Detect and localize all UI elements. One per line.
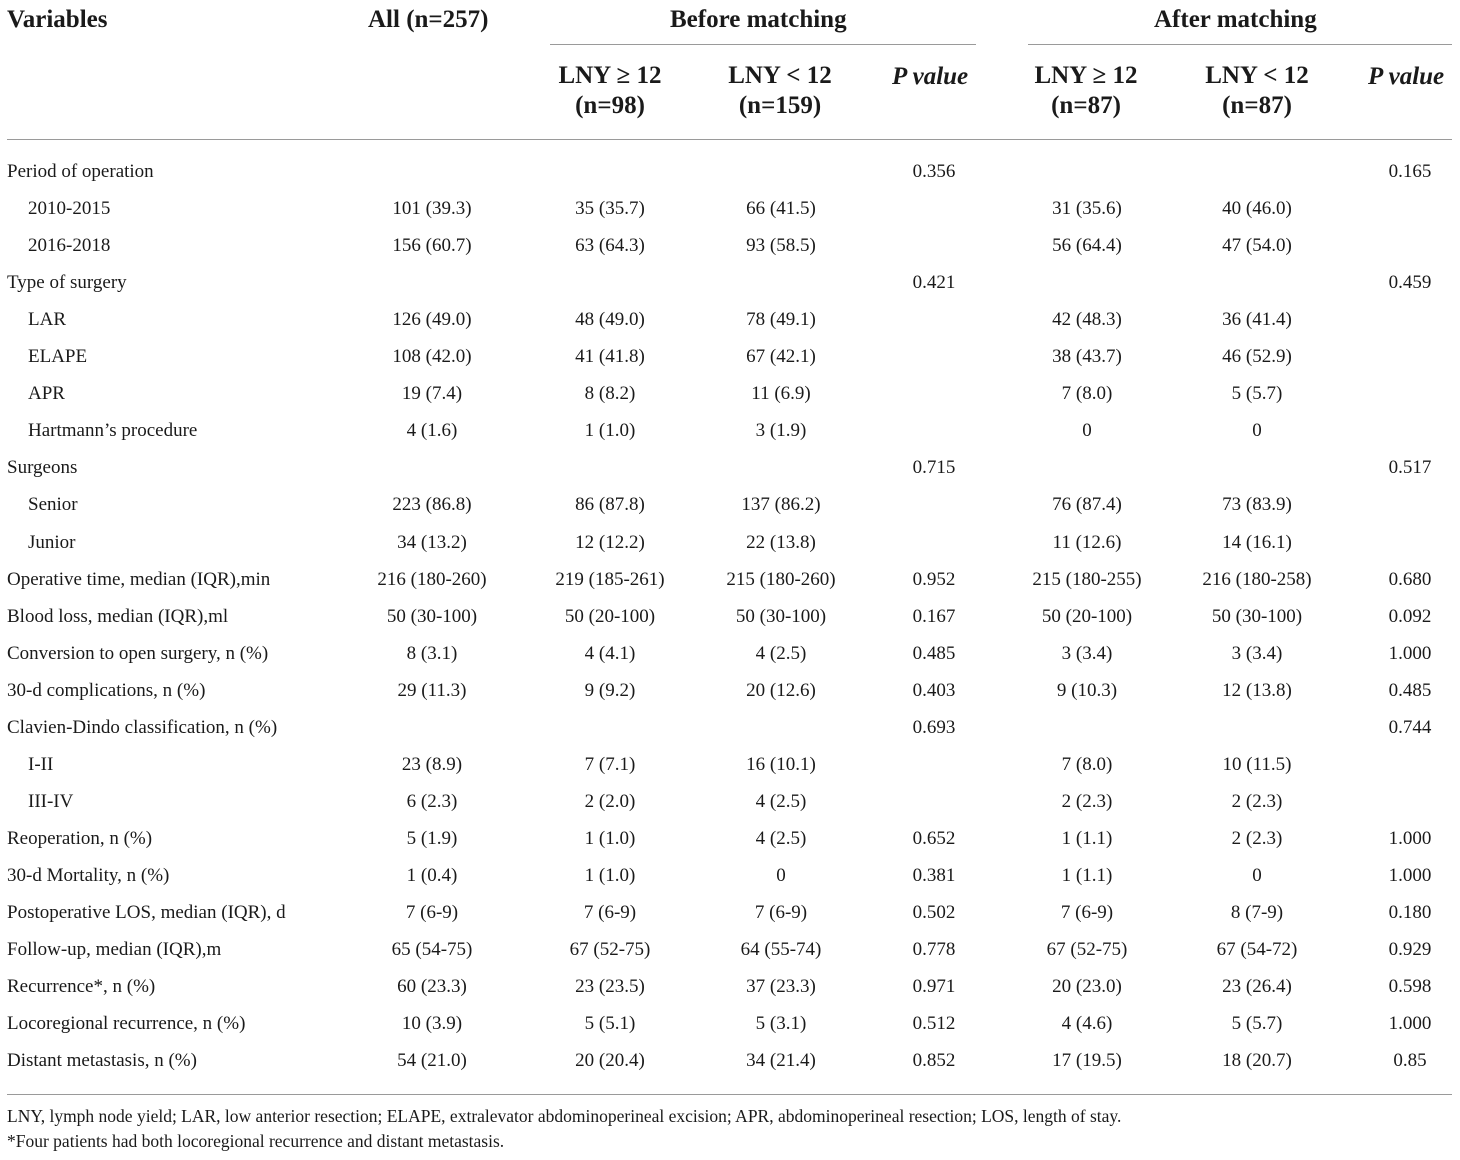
cell-before-pvalue: 0.715 bbox=[912, 457, 956, 479]
cell-before-lny-lt12: 5 (3.1) bbox=[755, 1013, 807, 1035]
header-before-lny-lt12-n: (n=159) bbox=[738, 92, 822, 119]
cell-before-lny-ge12: 63 (64.3) bbox=[575, 235, 645, 257]
row-label: 2010-2015 bbox=[28, 198, 111, 220]
cell-before-lny-lt12: 20 (12.6) bbox=[746, 679, 816, 701]
cell-before-lny-ge12: 5 (5.1) bbox=[584, 1013, 636, 1035]
cell-before-pvalue: 0.502 bbox=[912, 902, 956, 923]
cell-all: 8 (3.1) bbox=[406, 642, 458, 664]
row-label: Distant metastasis, n (%) bbox=[7, 1050, 197, 1072]
cell-all: 4 (1.6) bbox=[406, 420, 458, 442]
cell-before-lny-lt12: 215 (180-260) bbox=[726, 568, 836, 590]
row-label: ELAPE bbox=[28, 346, 88, 368]
cell-after-pvalue: 0.929 bbox=[1388, 939, 1432, 961]
cell-after-lny-lt12: 50 (30-100) bbox=[1211, 605, 1303, 627]
cell-all: 29 (11.3) bbox=[397, 679, 467, 701]
header-all: All (n=257) bbox=[368, 6, 489, 33]
cell-after-pvalue: 0.092 bbox=[1388, 605, 1432, 627]
cell-after-lny-lt12: 14 (16.1) bbox=[1222, 531, 1292, 553]
cell-before-lny-ge12: 2 (2.0) bbox=[584, 790, 636, 812]
header-after-lny-ge12-n: (n=87) bbox=[1051, 92, 1121, 119]
cell-after-lny-ge12: 56 (64.4) bbox=[1052, 235, 1122, 257]
row-label: Conversion to open surgery, n (%) bbox=[7, 642, 269, 664]
cell-before-pvalue: 0.952 bbox=[912, 568, 956, 590]
row-label: Junior bbox=[28, 531, 76, 553]
cell-after-pvalue: 0.85 bbox=[1393, 1050, 1427, 1072]
cell-all: 65 (54-75) bbox=[391, 939, 473, 961]
cell-all: 156 (60.7) bbox=[392, 235, 472, 257]
row-label: Reoperation, n (%) bbox=[7, 827, 153, 849]
header-after-lny-lt12 bbox=[1187, 61, 1327, 121]
row-label: LAR bbox=[28, 309, 66, 331]
row-label: 30-d complications, n (%) bbox=[7, 679, 206, 701]
cell-before-lny-ge12: 20 (20.4) bbox=[575, 1050, 645, 1072]
cell-after-pvalue: 0.598 bbox=[1388, 976, 1432, 998]
row-label: Recurrence*, n (%) bbox=[7, 976, 156, 998]
cell-after-lny-lt12: 0 bbox=[1252, 864, 1262, 886]
cell-after-pvalue: 1.000 bbox=[1388, 864, 1432, 886]
cell-after-lny-ge12: 3 (3.4) bbox=[1061, 642, 1113, 664]
cell-after-lny-ge12: 67 (52-75) bbox=[1046, 939, 1128, 961]
cell-all: 101 (39.3) bbox=[392, 198, 472, 220]
footnote-recurrence: *Four patients had both locoregional recurrence and distant metastasis. bbox=[7, 1131, 505, 1151]
cell-after-lny-lt12: 12 (13.8) bbox=[1222, 679, 1292, 701]
cell-before-lny-lt12: 50 (30-100) bbox=[735, 605, 827, 627]
cell-before-lny-ge12: 7 (7.1) bbox=[584, 753, 636, 775]
cell-before-pvalue: 0.485 bbox=[912, 642, 956, 664]
row-label: Surgeons bbox=[7, 457, 78, 479]
cell-after-pvalue: 0.165 bbox=[1388, 161, 1432, 182]
cell-all: 1 (0.4) bbox=[406, 864, 458, 886]
cell-after-lny-lt12: 36 (41.4) bbox=[1222, 309, 1292, 331]
header-after-lny-lt12-label: LNY < 12 bbox=[1205, 62, 1309, 89]
row-label: Senior bbox=[28, 494, 78, 516]
cell-before-pvalue: 0.421 bbox=[912, 272, 956, 294]
cell-before-lny-lt12: 93 (58.5) bbox=[746, 235, 816, 257]
cell-before-lny-lt12: 7 (6-9) bbox=[754, 902, 808, 923]
cell-before-lny-lt12: 22 (13.8) bbox=[746, 531, 816, 553]
cell-before-lny-ge12: 9 (9.2) bbox=[584, 679, 636, 701]
group-divider-before bbox=[550, 44, 976, 45]
header-bottom-rule bbox=[7, 139, 1452, 140]
group-divider-after bbox=[1028, 44, 1452, 45]
cell-all: 10 (3.9) bbox=[401, 1013, 463, 1035]
row-label: Follow-up, median (IQR),m bbox=[7, 939, 222, 961]
cell-all: 34 (13.2) bbox=[397, 531, 467, 553]
cell-after-lny-lt12: 40 (46.0) bbox=[1222, 198, 1292, 220]
row-label: III-IV bbox=[28, 790, 74, 812]
cell-before-pvalue: 0.403 bbox=[912, 679, 956, 701]
cell-before-lny-lt12: 78 (49.1) bbox=[746, 309, 816, 331]
footnote-abbreviations: LNY, lymph node yield; LAR, low anterior resection; ELAPE, extralevator abdominoperineal excision; APR, abdominoperineal resection; LOS, length of stay. bbox=[7, 1106, 1122, 1126]
header-before-pvalue: P value bbox=[892, 63, 969, 90]
cell-before-pvalue: 0.652 bbox=[912, 827, 956, 849]
cell-after-lny-lt12: 73 (83.9) bbox=[1222, 494, 1292, 516]
cell-after-pvalue: 0.485 bbox=[1388, 679, 1432, 701]
row-label: Period of operation bbox=[7, 161, 154, 182]
cell-before-lny-ge12: 12 (12.2) bbox=[575, 531, 645, 553]
row-label: Clavien-Dindo classification, n (%) bbox=[7, 716, 278, 738]
cell-before-lny-lt12: 67 (42.1) bbox=[746, 346, 816, 368]
cell-after-lny-ge12: 38 (43.7) bbox=[1052, 346, 1122, 368]
header-variables: Variables bbox=[7, 6, 108, 33]
cell-after-lny-ge12: 1 (1.1) bbox=[1061, 827, 1113, 849]
header-after-lny-ge12 bbox=[1016, 61, 1156, 121]
cell-after-lny-ge12: 1 (1.1) bbox=[1061, 864, 1113, 886]
table-bottom-rule bbox=[7, 1094, 1452, 1095]
cell-before-lny-ge12: 4 (4.1) bbox=[584, 642, 636, 664]
cell-before-lny-lt12: 4 (2.5) bbox=[755, 827, 807, 849]
header-before-lny-ge12-n: (n=98) bbox=[575, 92, 645, 119]
header-before-lny-ge12 bbox=[540, 61, 680, 121]
cell-all: 19 (7.4) bbox=[401, 383, 463, 405]
cell-before-lny-lt12: 66 (41.5) bbox=[746, 198, 816, 220]
row-label: I-II bbox=[28, 753, 54, 775]
cell-before-lny-ge12: 1 (1.0) bbox=[584, 827, 636, 849]
cell-after-lny-ge12: 7 (6-9) bbox=[1060, 902, 1114, 923]
cell-after-lny-lt12: 67 (54-72) bbox=[1216, 939, 1298, 961]
cell-before-pvalue: 0.693 bbox=[912, 716, 956, 738]
cell-after-lny-ge12: 42 (48.3) bbox=[1052, 309, 1122, 331]
cell-before-lny-lt12: 4 (2.5) bbox=[755, 790, 807, 812]
row-label: Blood loss, median (IQR),ml bbox=[7, 605, 229, 627]
cell-before-lny-ge12: 23 (23.5) bbox=[575, 976, 645, 998]
header-after-matching: After matching bbox=[1154, 6, 1317, 33]
cell-after-pvalue: 0.459 bbox=[1388, 272, 1432, 294]
row-label: Locoregional recurrence, n (%) bbox=[7, 1013, 246, 1035]
cell-before-lny-lt12: 3 (1.9) bbox=[755, 420, 807, 442]
cell-before-pvalue: 0.512 bbox=[912, 1013, 956, 1035]
row-label: APR bbox=[28, 383, 65, 405]
cell-before-pvalue: 0.778 bbox=[912, 939, 956, 961]
cell-after-lny-ge12: 4 (4.6) bbox=[1061, 1013, 1113, 1035]
row-label: 30-d Mortality, n (%) bbox=[7, 864, 170, 886]
cell-before-lny-ge12: 1 (1.0) bbox=[584, 420, 636, 442]
cell-before-lny-ge12: 219 (185-261) bbox=[555, 568, 665, 590]
cell-after-lny-lt12: 47 (54.0) bbox=[1222, 235, 1292, 257]
cell-all: 108 (42.0) bbox=[392, 346, 472, 368]
cell-all: 6 (2.3) bbox=[406, 790, 458, 812]
cell-after-lny-ge12: 0 bbox=[1082, 420, 1092, 442]
cell-after-pvalue: 0.680 bbox=[1388, 568, 1432, 590]
cell-all: 23 (8.9) bbox=[401, 753, 463, 775]
cell-after-lny-lt12: 18 (20.7) bbox=[1222, 1050, 1292, 1072]
cell-before-pvalue: 0.852 bbox=[912, 1050, 956, 1072]
cell-all: 216 (180-260) bbox=[377, 568, 487, 590]
cell-after-lny-ge12: 7 (8.0) bbox=[1061, 753, 1113, 775]
cell-after-lny-ge12: 2 (2.3) bbox=[1061, 790, 1113, 812]
row-label: Type of surgery bbox=[7, 272, 127, 294]
cell-after-lny-lt12: 10 (11.5) bbox=[1222, 753, 1292, 775]
cell-all: 54 (21.0) bbox=[397, 1050, 467, 1072]
cell-before-lny-ge12: 41 (41.8) bbox=[575, 346, 645, 368]
cell-before-lny-ge12: 50 (20-100) bbox=[564, 605, 656, 627]
cell-before-lny-ge12: 1 (1.0) bbox=[584, 864, 636, 886]
header-before-lny-lt12 bbox=[710, 61, 850, 121]
cell-after-lny-lt12: 0 bbox=[1252, 420, 1262, 442]
cell-before-lny-ge12: 7 (6-9) bbox=[583, 902, 637, 923]
cell-after-lny-ge12: 17 (19.5) bbox=[1052, 1050, 1122, 1072]
cell-all: 223 (86.8) bbox=[392, 494, 472, 516]
cell-all: 50 (30-100) bbox=[386, 605, 478, 627]
cell-after-lny-lt12: 2 (2.3) bbox=[1231, 790, 1283, 812]
cell-before-lny-lt12: 11 (6.9) bbox=[751, 383, 811, 405]
cell-after-lny-lt12: 23 (26.4) bbox=[1222, 976, 1292, 998]
row-label: Hartmann’s procedure bbox=[28, 420, 198, 442]
header-after-lny-lt12-n: (n=87) bbox=[1222, 92, 1292, 119]
cell-before-pvalue: 0.381 bbox=[912, 864, 956, 886]
cell-after-pvalue: 0.180 bbox=[1388, 902, 1432, 923]
cell-after-lny-lt12: 8 (7-9) bbox=[1230, 902, 1284, 923]
cell-after-lny-ge12: 11 (12.6) bbox=[1052, 531, 1122, 553]
cell-after-pvalue: 0.744 bbox=[1388, 716, 1432, 738]
cell-after-lny-ge12: 76 (87.4) bbox=[1052, 494, 1122, 516]
cell-after-lny-lt12: 216 (180-258) bbox=[1202, 568, 1312, 590]
cell-before-lny-lt12: 34 (21.4) bbox=[746, 1050, 816, 1072]
cell-after-lny-lt12: 5 (5.7) bbox=[1231, 1013, 1283, 1035]
cell-after-lny-ge12: 20 (23.0) bbox=[1052, 976, 1122, 998]
cell-all: 126 (49.0) bbox=[392, 309, 472, 331]
cell-after-lny-lt12: 2 (2.3) bbox=[1231, 827, 1283, 849]
cell-after-pvalue: 1.000 bbox=[1388, 1013, 1432, 1035]
cell-before-lny-ge12: 86 (87.8) bbox=[575, 494, 645, 516]
cell-before-lny-ge12: 35 (35.7) bbox=[575, 198, 645, 220]
cell-before-lny-ge12: 8 (8.2) bbox=[584, 383, 636, 405]
cell-after-pvalue: 1.000 bbox=[1388, 827, 1432, 849]
header-before-lny-ge12-label: LNY ≥ 12 bbox=[558, 62, 662, 89]
cell-before-pvalue: 0.167 bbox=[912, 605, 956, 627]
cell-after-lny-lt12: 46 (52.9) bbox=[1222, 346, 1292, 368]
cell-before-lny-lt12: 16 (10.1) bbox=[746, 753, 816, 775]
cell-before-pvalue: 0.971 bbox=[912, 976, 956, 998]
row-label: 2016-2018 bbox=[28, 235, 111, 257]
row-label: Postoperative LOS, median (IQR), d bbox=[7, 902, 286, 923]
cell-before-pvalue: 0.356 bbox=[912, 161, 956, 182]
cell-after-lny-lt12: 3 (3.4) bbox=[1231, 642, 1283, 664]
cell-after-lny-ge12: 7 (8.0) bbox=[1061, 383, 1113, 405]
header-after-lny-ge12-label: LNY ≥ 12 bbox=[1034, 62, 1138, 89]
cell-all: 7 (6-9) bbox=[405, 902, 459, 923]
header-after-pvalue: P value bbox=[1368, 63, 1445, 90]
cell-before-lny-lt12: 137 (86.2) bbox=[741, 494, 821, 516]
cell-before-lny-lt12: 37 (23.3) bbox=[746, 976, 816, 998]
cell-before-lny-ge12: 48 (49.0) bbox=[575, 309, 645, 331]
cell-before-lny-lt12: 64 (55-74) bbox=[740, 939, 822, 961]
cell-after-lny-ge12: 9 (10.3) bbox=[1056, 679, 1118, 701]
cell-after-pvalue: 1.000 bbox=[1388, 642, 1432, 664]
cell-before-lny-ge12: 67 (52-75) bbox=[569, 939, 651, 961]
cell-before-lny-lt12: 4 (2.5) bbox=[755, 642, 807, 664]
cell-all: 60 (23.3) bbox=[397, 976, 467, 998]
cell-after-lny-ge12: 31 (35.6) bbox=[1052, 198, 1122, 220]
row-label: Operative time, median (IQR),min bbox=[7, 568, 271, 590]
cell-before-lny-lt12: 0 bbox=[776, 864, 786, 886]
header-before-lny-lt12-label: LNY < 12 bbox=[728, 62, 832, 89]
header-before-matching: Before matching bbox=[670, 6, 847, 33]
cell-after-lny-ge12: 215 (180-255) bbox=[1032, 568, 1142, 590]
cell-after-pvalue: 0.517 bbox=[1388, 457, 1432, 479]
cell-after-lny-lt12: 5 (5.7) bbox=[1231, 383, 1283, 405]
cell-after-lny-ge12: 50 (20-100) bbox=[1041, 605, 1133, 627]
cell-all: 5 (1.9) bbox=[406, 827, 458, 849]
